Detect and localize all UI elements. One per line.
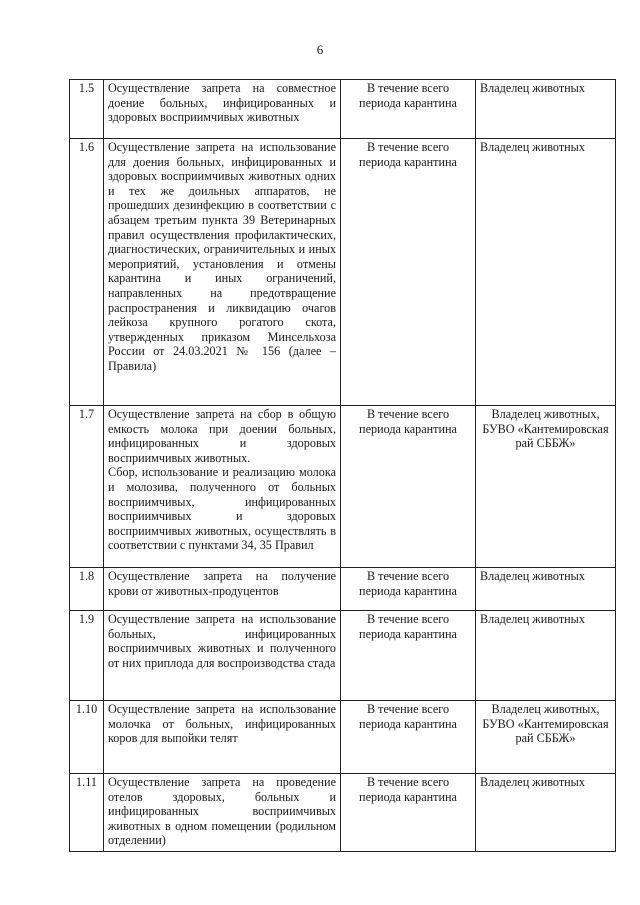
row-term: В течение всего периода карантина	[341, 611, 476, 701]
row-responsible: Владелец животных, БУВО «Кантемировская рай СББЖ»	[476, 406, 616, 568]
row-term: В течение всего периода карантина	[341, 80, 476, 139]
action-text: Осуществление запрета на получение крови от животных-продуцентов	[108, 569, 336, 598]
row-responsible: Владелец животных	[476, 611, 616, 701]
row-responsible: Владелец животных	[476, 139, 616, 406]
action-text: Осуществление запрета на проведение отелов здоровых, больных и инфицированных восприимчивых животных в одном помещении (родильном отделении)	[108, 775, 336, 848]
table-row	[70, 701, 616, 774]
action-text: Осуществление запрета на использование молочка от больных, инфицированных коров для выпойки телят	[108, 702, 336, 746]
table-row	[70, 568, 616, 611]
row-number: 1.10	[70, 701, 104, 774]
table-row	[70, 406, 616, 568]
row-number: 1.5	[70, 80, 104, 139]
row-term: В течение всего периода карантина	[341, 139, 476, 406]
row-action	[104, 774, 341, 852]
row-action	[104, 406, 341, 568]
action-text: Сбор, использование и реализацию молока и молозива, полученного от больных восприимчивых, инфицированных восприимчивых и здоровых восприимчивых животных, осуществлять в соответствии с пунктами 34, 35 Правил	[108, 465, 336, 553]
row-term: В течение всего периода карантина	[341, 774, 476, 852]
row-responsible: Владелец животных, БУВО «Кантемировская рай СББЖ»	[476, 701, 616, 774]
row-action	[104, 80, 341, 139]
row-number: 1.8	[70, 568, 104, 611]
page-number: 6	[316, 42, 324, 57]
row-term: В течение всего периода карантина	[341, 568, 476, 611]
row-responsible: Владелец животных	[476, 568, 616, 611]
action-text: Осуществление запрета на совместное доение больных, инфицированных и здоровых восприимчивых животных	[108, 81, 336, 125]
row-number: 1.11	[70, 774, 104, 852]
action-text: Осуществление запрета на использование больных, инфицированных восприимчивых животных и полученного от них приплода для воспроизводства стада	[108, 612, 336, 670]
table-row	[70, 774, 616, 852]
action-text: Осуществление запрета на использование для доения больных, инфицированных и здоровых восприимчивых животных одних и тех же доильных аппаратов, не прошедших дезинфекцию в соответствии с абзацем третьим пункта 39 Ветеринарных правил осуществления профилактических, диагностических, ограничительных и иных мероприятий, установления и отмены карантина и иных ограничений, направленных на предотвращение распространения и ликвидацию очагов лейкоза крупного рогатого скота, утвержденных приказом Минсельхоза России от 24.03.2021 № 156 (далее – Правила)	[108, 140, 336, 373]
row-action	[104, 611, 341, 701]
table-row	[70, 80, 616, 139]
row-action	[104, 568, 341, 611]
row-action	[104, 701, 341, 774]
action-text: Осуществление запрета на сбор в общую емкость молока при доении больных, инфицированных и здоровых восприимчивых животных.	[108, 407, 336, 465]
row-responsible: Владелец животных	[476, 774, 616, 852]
table-row	[70, 611, 616, 701]
table-row	[70, 139, 616, 406]
measures-table	[69, 79, 616, 852]
row-number: 1.9	[70, 611, 104, 701]
row-term: В течение всего периода карантина	[341, 406, 476, 568]
row-action	[104, 139, 341, 406]
row-number: 1.7	[70, 406, 104, 568]
row-number: 1.6	[70, 139, 104, 406]
row-responsible: Владелец животных	[476, 80, 616, 139]
row-term: В течение всего периода карантина	[341, 701, 476, 774]
